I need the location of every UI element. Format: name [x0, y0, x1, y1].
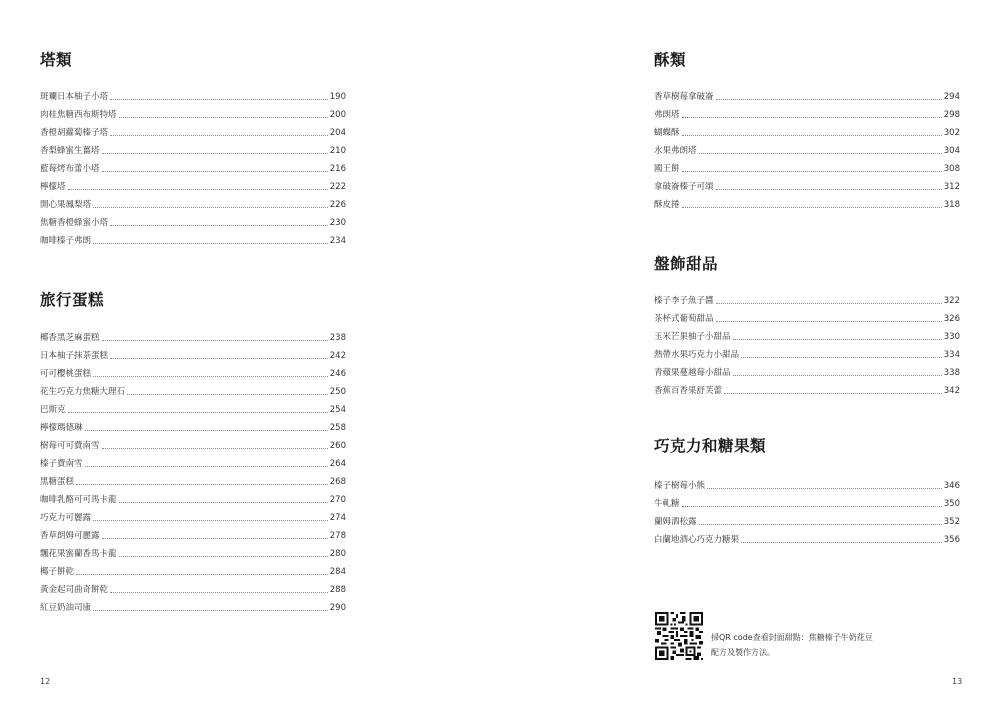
- toc-entry[interactable]: [654, 510, 960, 528]
- dot-leader: [699, 523, 942, 525]
- qr-code-icon[interactable]: [655, 612, 703, 660]
- entry-page-number: 346: [943, 481, 960, 491]
- qr-caption: [711, 630, 926, 660]
- entry-page-number: 204: [329, 128, 346, 138]
- dot-leader: [716, 320, 942, 322]
- page-number-left: 12: [40, 677, 51, 686]
- toc-entry[interactable]: [40, 344, 346, 362]
- toc-entry[interactable]: [40, 578, 346, 596]
- entry-page-number: 326: [943, 314, 960, 324]
- entry-name: 青蘋果蔓越莓小甜品: [654, 368, 731, 378]
- toc-entry[interactable]: [654, 193, 960, 211]
- page-number-right: 13: [952, 677, 963, 686]
- entry-name: 開心果鳳梨塔: [40, 200, 92, 210]
- entry-name: 酥皮捲: [654, 200, 680, 210]
- toc-entry[interactable]: [40, 103, 346, 121]
- entry-name: 水果弗朗塔: [654, 146, 697, 156]
- dot-leader: [682, 170, 942, 172]
- entry-page-number: 308: [943, 164, 960, 174]
- toc-entry[interactable]: [40, 506, 346, 524]
- entry-page-number: 264: [329, 459, 346, 469]
- section-title: 旅行蛋糕: [40, 291, 105, 309]
- entry-page-number: 250: [329, 387, 346, 397]
- entry-name: 黃金起司曲奇餅乾: [40, 585, 109, 595]
- toc-entry[interactable]: [40, 362, 346, 380]
- entry-page-number: 234: [329, 236, 346, 246]
- dot-leader: [707, 487, 942, 489]
- entry-name: 香草朗姆可麗露: [40, 531, 100, 541]
- right-page: [500, 0, 1000, 703]
- entry-page-number: 294: [943, 92, 960, 102]
- entry-name: 紅豆奶油司康: [40, 603, 92, 613]
- entry-name: 蝴蝶酥: [654, 128, 680, 138]
- entry-page-number: 190: [329, 92, 346, 102]
- toc-entry[interactable]: [40, 560, 346, 578]
- entry-page-number: 254: [329, 405, 346, 415]
- entry-page-number: 298: [943, 110, 960, 120]
- toc-entry[interactable]: [40, 229, 346, 247]
- dot-leader: [110, 98, 328, 100]
- dot-leader: [85, 429, 328, 431]
- toc-entry[interactable]: [654, 474, 960, 492]
- entry-page-number: 226: [329, 200, 346, 210]
- toc-entry[interactable]: [40, 175, 346, 193]
- toc-list: [654, 85, 960, 211]
- entry-name: 香橙胡蘿蔔榛子塔: [40, 128, 109, 138]
- entry-name: 牛軋糖: [654, 499, 680, 509]
- entry-name: 白蘭地酒心巧克力糖果: [654, 535, 740, 545]
- entry-page-number: 330: [943, 332, 960, 342]
- entry-page-number: 268: [329, 477, 346, 487]
- dot-leader: [716, 188, 942, 190]
- dot-leader: [85, 465, 328, 467]
- entry-page-number: 312: [943, 182, 960, 192]
- dot-leader: [119, 116, 328, 118]
- dot-leader: [127, 393, 328, 395]
- entry-name: 榛子費南雪: [40, 459, 83, 469]
- dot-leader: [110, 591, 328, 593]
- toc-entry[interactable]: [654, 379, 960, 397]
- toc-entry[interactable]: [40, 524, 346, 542]
- dot-leader: [716, 98, 942, 100]
- section-chocolate-candy: [654, 434, 960, 546]
- entry-name: 榛子李子魚子醬: [654, 296, 714, 306]
- toc-entry[interactable]: [654, 121, 960, 139]
- toc-entry[interactable]: [654, 492, 960, 510]
- entry-name: 樹莓可可費南雪: [40, 441, 100, 451]
- dot-leader: [682, 206, 942, 208]
- dot-leader: [119, 501, 328, 503]
- entry-name: 弗朗塔: [654, 110, 680, 120]
- dot-leader: [741, 356, 942, 358]
- toc-entry[interactable]: [654, 343, 960, 361]
- dot-leader: [76, 483, 328, 485]
- entry-name: 蘭姆酒松露: [654, 517, 697, 527]
- toc-entry[interactable]: [654, 157, 960, 175]
- entry-name: 香蕉百香果舒芙蕾: [654, 386, 723, 396]
- entry-name: 肉桂焦糖西布斯特塔: [40, 110, 117, 120]
- entry-page-number: 278: [329, 531, 346, 541]
- toc-entry[interactable]: [654, 361, 960, 379]
- dot-leader: [68, 188, 328, 190]
- toc-entry[interactable]: [654, 85, 960, 103]
- entry-name: 椰子餅乾: [40, 567, 75, 577]
- entry-name: 咖啡榛子弗朗: [40, 236, 92, 246]
- entry-page-number: 284: [329, 567, 346, 577]
- section-title: 酥類: [654, 51, 687, 69]
- toc-entry[interactable]: [40, 85, 346, 103]
- toc-entry[interactable]: [654, 289, 960, 307]
- qr-block: [655, 612, 926, 660]
- dot-leader: [102, 170, 328, 172]
- dot-leader: [699, 152, 942, 154]
- toc-list: [654, 289, 960, 397]
- toc-entry[interactable]: [40, 542, 346, 560]
- entry-name: 茶杯式葡萄甜品: [654, 314, 714, 324]
- toc-entry[interactable]: [40, 434, 346, 452]
- entry-name: 巧克力可麗露: [40, 513, 92, 523]
- toc-entry[interactable]: [40, 326, 346, 344]
- entry-page-number: 246: [329, 369, 346, 379]
- entry-name: 椰香黑芝麻蛋糕: [40, 333, 100, 343]
- toc-entry[interactable]: [40, 488, 346, 506]
- section-title: 盤飾甜品: [654, 255, 719, 273]
- dot-leader: [733, 374, 942, 376]
- entry-page-number: 274: [329, 513, 346, 523]
- dot-leader: [93, 242, 328, 244]
- entry-page-number: 242: [329, 351, 346, 361]
- entry-name: 拿破崙榛子可頌: [654, 182, 714, 192]
- toc-entry[interactable]: [40, 157, 346, 175]
- dot-leader: [119, 555, 328, 557]
- section-travel-cakes: [40, 288, 346, 614]
- entry-page-number: 210: [329, 146, 346, 156]
- entry-name: 咖啡乳酪可可馬卡龍: [40, 495, 117, 505]
- entry-name: 香草樹莓拿破崙: [654, 92, 714, 102]
- dot-leader: [68, 411, 328, 413]
- entry-name: 熱帶水果巧克力小甜品: [654, 350, 740, 360]
- toc-entry[interactable]: [654, 175, 960, 193]
- entry-page-number: 216: [329, 164, 346, 174]
- dot-leader: [102, 339, 328, 341]
- entry-page-number: 350: [943, 499, 960, 509]
- section-title: 塔類: [40, 51, 73, 69]
- toc-entry[interactable]: [40, 139, 346, 157]
- entry-name: 香梨蜂蜜生薑塔: [40, 146, 100, 156]
- toc-entry[interactable]: [654, 325, 960, 343]
- entry-name: 巴斯克: [40, 405, 66, 415]
- toc-list: [40, 326, 346, 614]
- dot-leader: [110, 224, 328, 226]
- entry-page-number: 318: [943, 200, 960, 210]
- entry-page-number: 230: [329, 218, 346, 228]
- dot-leader: [93, 519, 328, 521]
- toc-entry[interactable]: [40, 380, 346, 398]
- entry-page-number: 238: [329, 333, 346, 343]
- entry-name: 藍莓烤布蕾小塔: [40, 164, 100, 174]
- dot-leader: [682, 116, 942, 118]
- qr-caption-line: 掃QR code查看封面甜點：焦糖榛子牛奶花豆: [711, 633, 873, 642]
- dot-leader: [110, 134, 328, 136]
- toc-entry[interactable]: [654, 528, 960, 546]
- entry-name: 玉米芒果柚子小甜品: [654, 332, 731, 342]
- entry-name: 飄花果蜜蘭香馬卡龍: [40, 549, 117, 559]
- entry-page-number: 302: [943, 128, 960, 138]
- dot-leader: [93, 375, 328, 377]
- entry-page-number: 258: [329, 423, 346, 433]
- toc-entry[interactable]: [40, 416, 346, 434]
- dot-leader: [102, 447, 328, 449]
- section-title: 巧克力和糖果類: [654, 437, 767, 455]
- entry-name: 花生巧克力焦糖大理石: [40, 387, 126, 397]
- toc-entry[interactable]: [40, 398, 346, 416]
- entry-page-number: 334: [943, 350, 960, 360]
- toc-entry[interactable]: [40, 121, 346, 139]
- entry-name: 檸檬瑪德琳: [40, 423, 83, 433]
- toc-entry[interactable]: [40, 193, 346, 211]
- entry-name: 焦糖香橙蜂蜜小塔: [40, 218, 109, 228]
- toc-entry[interactable]: [654, 139, 960, 157]
- dot-leader: [110, 357, 328, 359]
- toc-entry[interactable]: [40, 452, 346, 470]
- toc-entry[interactable]: [40, 470, 346, 488]
- entry-page-number: 270: [329, 495, 346, 505]
- dot-leader: [741, 541, 942, 543]
- entry-page-number: 356: [943, 535, 960, 545]
- dot-leader: [93, 609, 328, 611]
- entry-page-number: 338: [943, 368, 960, 378]
- toc-entry[interactable]: [40, 596, 346, 614]
- entry-name: 榛子樹莓小熊: [654, 481, 706, 491]
- entry-page-number: 200: [329, 110, 346, 120]
- entry-name: 斑斕日本柚子小塔: [40, 92, 109, 102]
- entry-page-number: 304: [943, 146, 960, 156]
- entry-page-number: 280: [329, 549, 346, 559]
- dot-leader: [733, 338, 942, 340]
- qr-caption-line: 配方及製作方法。: [711, 648, 775, 657]
- dot-leader: [724, 392, 942, 394]
- entry-name: 檸檬塔: [40, 182, 66, 192]
- entry-name: 日本柚子抹茶蛋糕: [40, 351, 109, 361]
- entry-page-number: 288: [329, 585, 346, 595]
- entry-name: 國王餅: [654, 164, 680, 174]
- dot-leader: [76, 573, 328, 575]
- toc-list: [40, 85, 346, 247]
- section-tarts: [40, 48, 346, 247]
- entry-name: 黑糖蛋糕: [40, 477, 75, 487]
- dot-leader: [682, 134, 942, 136]
- dot-leader: [102, 537, 328, 539]
- entry-page-number: 352: [943, 517, 960, 527]
- dot-leader: [93, 206, 328, 208]
- dot-leader: [716, 302, 942, 304]
- dot-leader: [682, 505, 942, 507]
- toc-entry[interactable]: [654, 307, 960, 325]
- section-pastries: [654, 48, 960, 211]
- toc-list: [654, 474, 960, 546]
- entry-page-number: 290: [329, 603, 346, 613]
- section-plated-desserts: [654, 252, 960, 397]
- entry-page-number: 322: [943, 296, 960, 306]
- entry-page-number: 342: [943, 386, 960, 396]
- dot-leader: [102, 152, 328, 154]
- entry-name: 可可櫻桃蛋糕: [40, 369, 92, 379]
- entry-page-number: 260: [329, 441, 346, 451]
- toc-entry[interactable]: [654, 103, 960, 121]
- toc-entry[interactable]: [40, 211, 346, 229]
- entry-page-number: 222: [329, 182, 346, 192]
